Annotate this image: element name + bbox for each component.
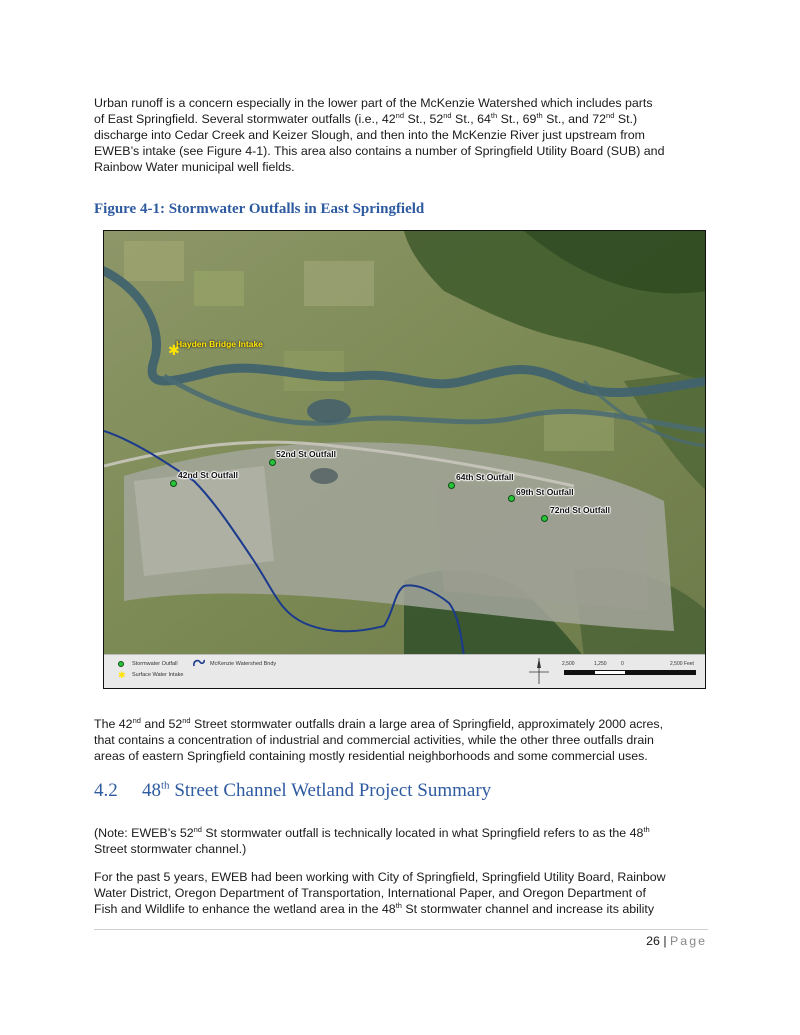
legend-boundary-label: McKenzie Watershed Bndy	[210, 661, 277, 667]
footer-rule	[94, 929, 708, 930]
hayden-bridge-intake-label: Hayden Bridge Intake	[176, 339, 263, 349]
section-heading: 4.2 48th Street Channel Wetland Project Summary	[94, 779, 492, 801]
legend-outfall-icon	[118, 661, 124, 667]
legend-intake-label: Surface Water Intake	[132, 672, 184, 678]
legend-intake-icon: ✱	[118, 670, 126, 680]
outfall-52nd-marker	[269, 459, 276, 466]
map-legend	[104, 654, 705, 688]
aerial-photo	[104, 231, 706, 657]
outfall-69th-label: 69th St Outfall	[516, 487, 574, 497]
project-paragraph: For the past 5 years, EWEB had been working with City of Springfield, Springfield Utility Board, Rainbow Water District, Oregon Department of Transportation, International Paper, and Oregon Department of Fish and Wildlife to enhance the wetland area in the 48th St stormwater channel and increase its ability	[94, 870, 666, 916]
figure-caption: Figure 4-1: Stormwater Outfalls in East Springfield	[94, 201, 425, 217]
outfall-69th-marker	[508, 495, 515, 502]
stormwater-outfalls-map	[103, 230, 706, 689]
outfall-64th-label: 64th St Outfall	[456, 472, 514, 482]
outfall-42nd-marker	[170, 480, 177, 487]
scale-label-2500: 2,500	[562, 661, 575, 667]
north-arrow-icon	[528, 656, 550, 686]
section-number: 4.2	[94, 780, 118, 801]
scale-label-2500-feet: 2,500 Feet	[670, 661, 694, 667]
outfall-42nd-label: 42nd St Outfall	[178, 470, 238, 480]
outfall-64th-marker	[448, 482, 455, 489]
intro-paragraph: Urban runoff is a concern especially in the lower part of the McKenzie Watershed which includes parts of East Springfield. Several stormwater outfalls (i.e., 42nd St., 52nd St., 64th St., 69th St., and 72nd St.) discharge into Cedar Creek and Keizer Slough, and then into the McKenzie River just upstream from EWEB’s intake (see Figure 4-1). This area also contains a number of Springfield Utility Board (SUB) and Rainbow Water municipal well fields.	[94, 96, 665, 174]
scale-label-1250: 1,250	[594, 661, 607, 667]
outfall-72nd-label: 72nd St Outfall	[550, 505, 610, 515]
scale-bar	[564, 670, 696, 675]
legend-boundary-icon	[192, 658, 206, 668]
intake-star-icon: ✱	[168, 342, 180, 358]
outfall-52nd-label: 52nd St Outfall	[276, 449, 336, 459]
page-number: 26 | Page	[646, 934, 707, 948]
note-paragraph: (Note: EWEB’s 52nd St stormwater outfall is technically located in what Springfield refers to as the 48th Street stormwater channel.)	[94, 824, 650, 856]
scale-label-0: 0	[621, 661, 624, 667]
outfall-72nd-marker	[541, 515, 548, 522]
legend-outfall-label: Stormwater Outfall	[132, 661, 178, 667]
outfalls-paragraph: The 42nd and 52nd Street stormwater outfalls drain a large area of Springfield, approximately 2000 acres, that contains a concentration of industrial and commercial activities, while the other three outfalls drain areas of eastern Springfield containing mostly residential neighborhoods and some commercial uses.	[94, 715, 664, 763]
